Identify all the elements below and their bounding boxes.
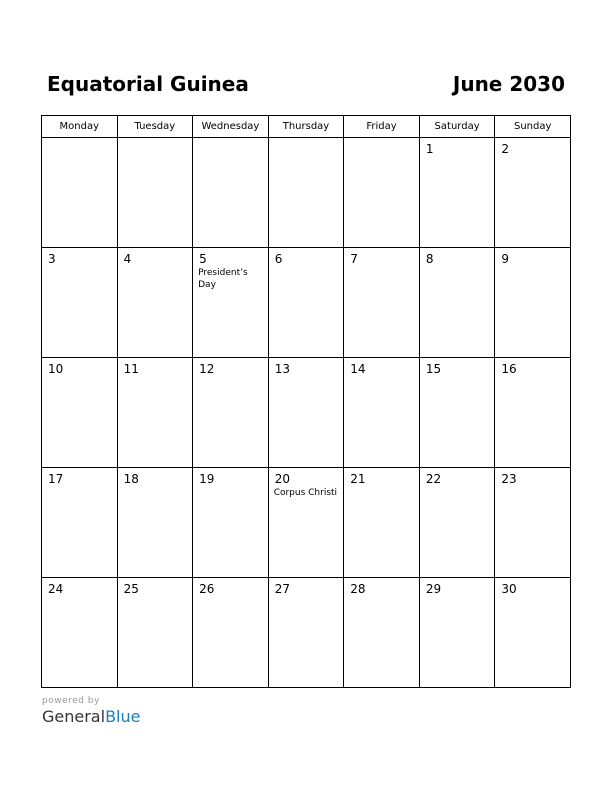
- day-cell: [193, 578, 269, 688]
- day-cell: [268, 358, 344, 468]
- day-cell: [344, 248, 420, 358]
- day-cell: [193, 468, 269, 578]
- day-number: 12: [199, 362, 215, 376]
- calendar-country-title: Equatorial Guinea: [47, 72, 249, 96]
- day-cell: [193, 248, 269, 358]
- brand-general-text: General: [42, 707, 106, 726]
- brand-logo[interactable]: [42, 707, 140, 727]
- day-number: 23: [501, 472, 517, 486]
- day-number: 29: [425, 582, 442, 596]
- weekday-header: Saturday: [419, 116, 495, 138]
- day-cell: [344, 468, 420, 578]
- day-number: 20: [274, 472, 290, 486]
- weekday-header: Friday: [344, 116, 420, 138]
- day-cell: [42, 248, 118, 358]
- holiday-label: President’s Day: [198, 268, 248, 290]
- weekday-header: Wednesday: [193, 116, 269, 138]
- weekday-header: Sunday: [495, 116, 571, 138]
- day-cell: [193, 138, 269, 248]
- day-number: 22: [425, 472, 442, 486]
- day-number: 24: [48, 582, 64, 596]
- week-row: [42, 578, 571, 688]
- day-cell: [419, 138, 495, 248]
- day-number: 13: [274, 362, 290, 376]
- week-row: [42, 138, 571, 248]
- day-number: 7: [350, 252, 358, 266]
- day-cell: [344, 578, 420, 688]
- day-number: 28: [350, 582, 366, 596]
- day-cell: [42, 578, 118, 688]
- day-number: 25: [123, 582, 139, 596]
- day-number: 6: [274, 252, 283, 266]
- day-number: [269, 138, 344, 142]
- day-cell: [495, 578, 571, 688]
- week-row: [42, 468, 571, 578]
- day-number: 5: [199, 252, 207, 266]
- day-number: 27: [274, 582, 290, 596]
- day-number: 11: [123, 362, 139, 376]
- day-cell: [117, 248, 193, 358]
- day-number: [193, 138, 268, 142]
- day-number: [42, 138, 117, 142]
- day-cell: [268, 248, 344, 358]
- weekday-header: Thursday: [268, 116, 344, 138]
- day-cell: [495, 138, 571, 248]
- brand-blue-text: Blue: [105, 707, 141, 726]
- day-cell: [117, 578, 193, 688]
- day-number: 30: [501, 582, 517, 596]
- weekday-header: Tuesday: [117, 116, 193, 138]
- day-cell: [117, 468, 193, 578]
- calendar-grid: [41, 115, 571, 688]
- day-cell: [268, 468, 344, 578]
- day-cell: [419, 468, 495, 578]
- day-cell: [42, 468, 118, 578]
- day-cell: [495, 358, 571, 468]
- day-cell: [419, 358, 495, 468]
- footer-branding: [42, 696, 140, 727]
- day-number: [118, 138, 193, 142]
- day-cell: [344, 138, 420, 248]
- day-number: 2: [501, 142, 510, 156]
- weekday-header: Monday: [42, 116, 118, 138]
- day-cell: [419, 578, 495, 688]
- weekday-header-row: [42, 116, 571, 138]
- day-cell: [344, 358, 420, 468]
- day-number: 4: [123, 252, 132, 266]
- day-number: 14: [350, 362, 366, 376]
- holiday-label: Corpus Christi: [273, 488, 338, 498]
- day-number: 15: [425, 362, 442, 376]
- day-cell: [42, 358, 118, 468]
- day-cell: [193, 358, 269, 468]
- day-cell: [419, 248, 495, 358]
- day-cell: [495, 248, 571, 358]
- day-number: 9: [501, 252, 510, 266]
- day-number: 26: [199, 582, 215, 596]
- day-cell: [268, 138, 344, 248]
- powered-by-label: powered by: [42, 696, 100, 706]
- day-number: 18: [123, 472, 139, 486]
- day-number: 1: [425, 142, 434, 156]
- day-number: 3: [48, 252, 56, 266]
- day-cell: [117, 138, 193, 248]
- day-number: [344, 138, 419, 142]
- day-cell: [268, 578, 344, 688]
- day-cell: [42, 138, 118, 248]
- day-number: 17: [48, 472, 64, 486]
- calendar-month-title: June 2030: [452, 72, 565, 96]
- day-number: 19: [199, 472, 215, 486]
- day-cell: [495, 468, 571, 578]
- day-number: 21: [350, 472, 366, 486]
- week-row: [42, 248, 571, 358]
- week-row: [42, 358, 571, 468]
- day-number: 10: [48, 362, 64, 376]
- day-number: 8: [425, 252, 434, 266]
- day-number: 16: [501, 362, 517, 376]
- day-cell: [117, 358, 193, 468]
